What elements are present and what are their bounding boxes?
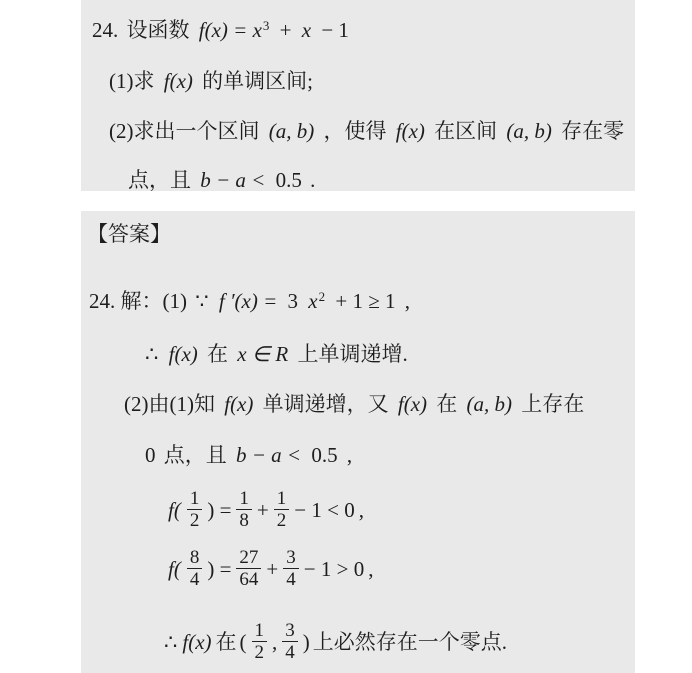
text-segment: 在区间 <box>434 119 498 143</box>
math-segment: $x^2$ <box>308 289 326 313</box>
fraction-numerator: 1 <box>276 488 287 509</box>
math-operator: + <box>256 498 269 522</box>
math-segment: 0 <box>145 443 156 467</box>
text-segment: (2)由(1)知 <box>124 392 215 416</box>
fraction <box>283 547 299 591</box>
math-segment: (a, b) <box>466 392 513 416</box>
math-segment: f ′(x) = <box>218 289 278 313</box>
math-segment: (a, b) <box>268 119 315 143</box>
fraction <box>252 620 268 664</box>
answer-panel <box>81 211 635 673</box>
punctuation: , <box>358 498 364 522</box>
fraction <box>236 547 261 591</box>
math-segment: f(x) <box>163 69 193 93</box>
math-segment: 0.5 <box>275 168 302 191</box>
text-segment: 在 <box>207 342 229 366</box>
fraction-denominator: 4 <box>282 641 298 664</box>
math-segment: 3 <box>287 289 299 313</box>
therefore-symbol: ∴ <box>145 342 159 366</box>
math-segment: b − a < <box>236 443 302 467</box>
equation-f-eight-fourths <box>81 544 635 594</box>
text-segment: 在 <box>436 392 458 416</box>
solution-line-3 <box>81 391 635 417</box>
fraction-denominator: 2 <box>252 641 268 664</box>
because-symbol: ∵ <box>195 289 209 313</box>
math-segment: f(x) <box>224 392 254 416</box>
fraction-numerator: 1 <box>189 488 200 509</box>
problem-line-4 <box>81 167 635 191</box>
problem-line-1 <box>81 13 635 43</box>
fraction-denominator: 4 <box>283 568 299 591</box>
text-segment: 设函数 <box>126 18 190 42</box>
math-segment: x ∈ R <box>237 342 289 366</box>
math-segment: ) = <box>207 557 232 581</box>
fraction <box>187 547 203 591</box>
solution-line-1 <box>81 283 635 315</box>
math-segment: 0.5 <box>311 443 338 467</box>
punctuation: , <box>404 289 410 313</box>
math-segment: b − a < <box>200 168 266 191</box>
math-segment: x <box>301 18 312 42</box>
math-segment: − 1 > 0 <box>303 557 365 581</box>
text-segment: 点，且 <box>163 443 227 467</box>
problem-number: 24. <box>92 18 119 42</box>
fraction-numerator: 3 <box>285 620 295 641</box>
math-segment: f(x) <box>168 342 198 366</box>
therefore-symbol: ∴ <box>164 630 178 654</box>
text-segment: 的单调区间; <box>202 69 313 93</box>
text-segment: (1)求 <box>109 69 155 93</box>
text-segment: ，使得 <box>323 119 387 143</box>
fraction-numerator: 3 <box>286 547 296 568</box>
solution-line-2 <box>81 341 635 367</box>
exponent: 3 <box>262 18 270 33</box>
text-segment: 上单调递增. <box>297 342 408 366</box>
math-segment: ) = <box>207 498 232 522</box>
fraction <box>236 488 252 532</box>
math-operator: + <box>279 18 292 42</box>
math-segment: f(x) <box>397 392 428 416</box>
text-segment: (2)求出一个区间 <box>109 119 260 143</box>
text-segment: 在 <box>215 630 237 654</box>
answer-header-label: 【答案】 <box>87 222 171 246</box>
problem-panel <box>81 0 635 191</box>
punctuation: , <box>346 443 353 467</box>
problem-line-3 <box>81 117 635 145</box>
fraction-numerator: 8 <box>189 547 200 568</box>
comma: , <box>272 630 278 654</box>
solution-line-4 <box>81 442 635 468</box>
open-paren: ( <box>239 630 247 654</box>
fraction-numerator: 1 <box>254 620 265 641</box>
math-segment: f(x) <box>182 630 212 654</box>
conclusion-line <box>81 616 635 668</box>
math-segment: (a, b) <box>506 119 552 143</box>
punctuation: , <box>368 557 374 581</box>
text-segment: . <box>310 168 316 191</box>
close-paren: ) <box>302 630 310 654</box>
fraction-numerator: 27 <box>239 547 259 568</box>
math-segment: − 1 <box>321 18 349 42</box>
fraction-denominator: 2 <box>187 509 203 532</box>
math-segment: $f(x) = x^3$ <box>198 18 270 42</box>
fraction-denominator: 4 <box>187 568 203 591</box>
fraction-numerator: 1 <box>239 488 249 509</box>
math-segment: f( <box>168 498 181 522</box>
answer-header <box>81 221 635 247</box>
math-segment: f(x) <box>395 119 425 143</box>
text-segment: 点，且 <box>128 168 191 191</box>
text-segment: 上必然存在一个零点. <box>312 630 508 654</box>
math-segment: − 1 < 0 <box>294 498 355 522</box>
fraction-denominator: 8 <box>236 509 252 532</box>
math-operator: + <box>266 557 279 581</box>
text-segment: 上存在 <box>521 392 585 416</box>
fraction-denominator: 2 <box>274 509 290 532</box>
fraction <box>187 488 203 532</box>
fraction <box>274 488 290 532</box>
fraction-denominator: 64 <box>236 568 261 591</box>
exponent: 2 <box>318 289 326 304</box>
math-segment: + 1 ≥ 1 <box>335 289 396 313</box>
problem-line-2 <box>81 68 635 94</box>
fraction <box>282 620 298 664</box>
math-segment: f( <box>168 557 181 581</box>
text-segment: 存在零 <box>561 119 625 143</box>
equation-f-one-half <box>81 486 635 534</box>
text-segment: 单调递增，又 <box>262 392 389 416</box>
text-segment: 24. 解：(1) <box>89 289 187 313</box>
